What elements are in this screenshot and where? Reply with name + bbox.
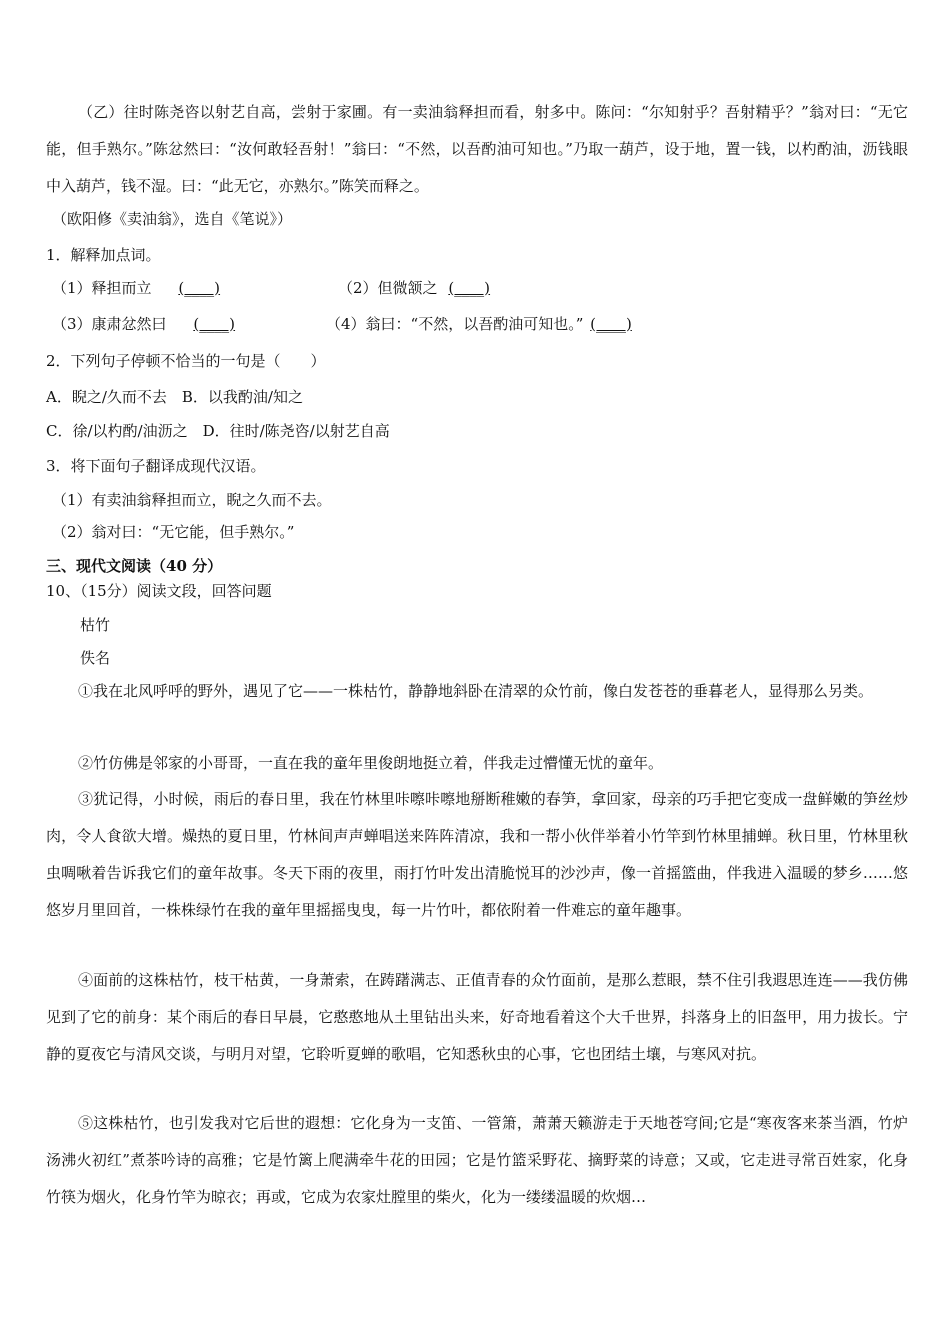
q2-options-row-2: C．徐/以杓酌/油沥之 D．往时/陈尧咨/以射艺自高 <box>46 422 390 440</box>
q1-item-4-blank[interactable]: (____) <box>590 315 632 333</box>
q1-item-4-label: （4）翁曰：“不然，以吾酌油可知也。” <box>326 315 584 333</box>
passage-yi-text: （乙）往时陈尧咨以射艺自高，尝射于家圃。有一卖油翁释担而看，射多中。陈问：“尔知射乎？吾射精乎？”翁对曰：“无它能，但手熟尔。”陈忿然曰：“汝何敢轻吾射！”翁曰：“不然，以吾酌油可知也。”乃取一葫芦，设于地，置一钱，以杓酌油，沥钱眼中入葫芦，钱不湿。曰：“此无它，亦熟尔。”陈笑而释之。 <box>46 103 908 195</box>
q2-title: 2．下列句子停顿不恰当的一句是（ ） <box>46 352 326 370</box>
q1-item-4 <box>326 314 632 334</box>
article-paragraph-1: ①我在北风呼呼的野外，遇见了它——一株枯竹，静静地斜卧在清翠的众竹前，像白发苍苍的垂暮老人，显得那么另类。 <box>78 682 874 700</box>
article-paragraph-2: ②竹仿佛是邻家的小哥哥，一直在我的童年里俊朗地挺立着，伴我走过懵懂无忧的童年。 <box>78 754 664 772</box>
q3-title: 3．将下面句子翻译成现代汉语。 <box>46 457 266 475</box>
q1-item-1 <box>52 278 220 298</box>
q1-item-2-blank[interactable]: (____) <box>448 279 491 297</box>
section-heading: 三、现代文阅读（40 分） <box>46 557 223 575</box>
q1-item-1-label: （1）释担而立 <box>52 279 152 297</box>
q10-instruction: 10、（15分）阅读文段，回答问题 <box>46 582 272 600</box>
q1-title: 1．解释加点词。 <box>46 246 161 264</box>
q2-options-row-1: A．睨之/久而不去 B．以我酌油/知之 <box>46 388 303 406</box>
q1-item-3 <box>52 314 235 334</box>
q1-item-1-blank[interactable]: (____) <box>178 279 221 297</box>
q1-item-3-blank[interactable]: (____) <box>193 315 236 333</box>
article-paragraph-3: ③犹记得，小时候，雨后的春日里，我在竹林里咔嚓咔嚓地掰断稚嫩的春笋，拿回家，母亲的巧手把它变成一盘鲜嫩的笋丝炒肉，令人食欲大增。燥热的夏日里，竹林间声声蝉唱送来阵阵清凉，我和一帮小伙伴举着小竹竿到竹林里捕蝉。秋日里，竹林里秋虫啁啾着告诉我它们的童年故事。冬天下雨的夜里，雨打竹叶发出清脆悦耳的沙沙声，像一首摇篮曲，伴我进入温暖的梦乡……悠悠岁月里回首，一株株绿竹在我的童年里摇摇曳曳，每一片竹叶，都依附着一件难忘的童年趣事。 <box>46 790 908 919</box>
article-author: 佚名 <box>80 649 111 667</box>
q3-sentence-1: （1）有卖油翁释担而立，睨之久而不去。 <box>52 491 332 509</box>
article-paragraph-5: ⑤这株枯竹，也引发我对它后世的遐想：它化身为一支笛、一管箫，萧萧天籁游走于天地苍穹间;它是“寒夜客来茶当酒，竹炉汤沸火初红”煮茶吟诗的高雅；它是竹篱上爬满牵牛花的田园；它是竹篮采野花、摘野菜的诗意；又或，它走进寻常百姓家，化身竹筷为烟火，化身竹竿为晾衣；再或，它成为农家灶膛里的柴火，化为一缕缕温暖的炊烟… <box>46 1114 908 1206</box>
passage-source: （欧阳修《卖油翁》，选自《笔说》） <box>52 210 293 228</box>
q1-item-2 <box>338 278 490 298</box>
article-title: 枯竹 <box>80 616 111 634</box>
q1-item-2-label: （2）但微颔之 <box>338 279 438 297</box>
q1-item-3-label: （3）康肃忿然曰 <box>52 315 167 333</box>
article-paragraph-4: ④面前的这株枯竹，枝干枯黄，一身萧索，在踌躇满志、正值青春的众竹面前，是那么惹眼，禁不住引我遐思连连——我仿佛见到了它的前身：某个雨后的春日早晨，它憨憨地从土里钻出头来，好奇地看着这个大千世界，抖落身上的旧盔甲，用力拔长。宁静的夏夜它与清风交谈，与明月对望，它聆听夏蝉的歌唱，它知悉秋虫的心事，它也团结土壤，与寒风对抗。 <box>46 971 908 1063</box>
q3-sentence-2: （2）翁对曰：“无它能，但手熟尔。” <box>52 523 295 541</box>
